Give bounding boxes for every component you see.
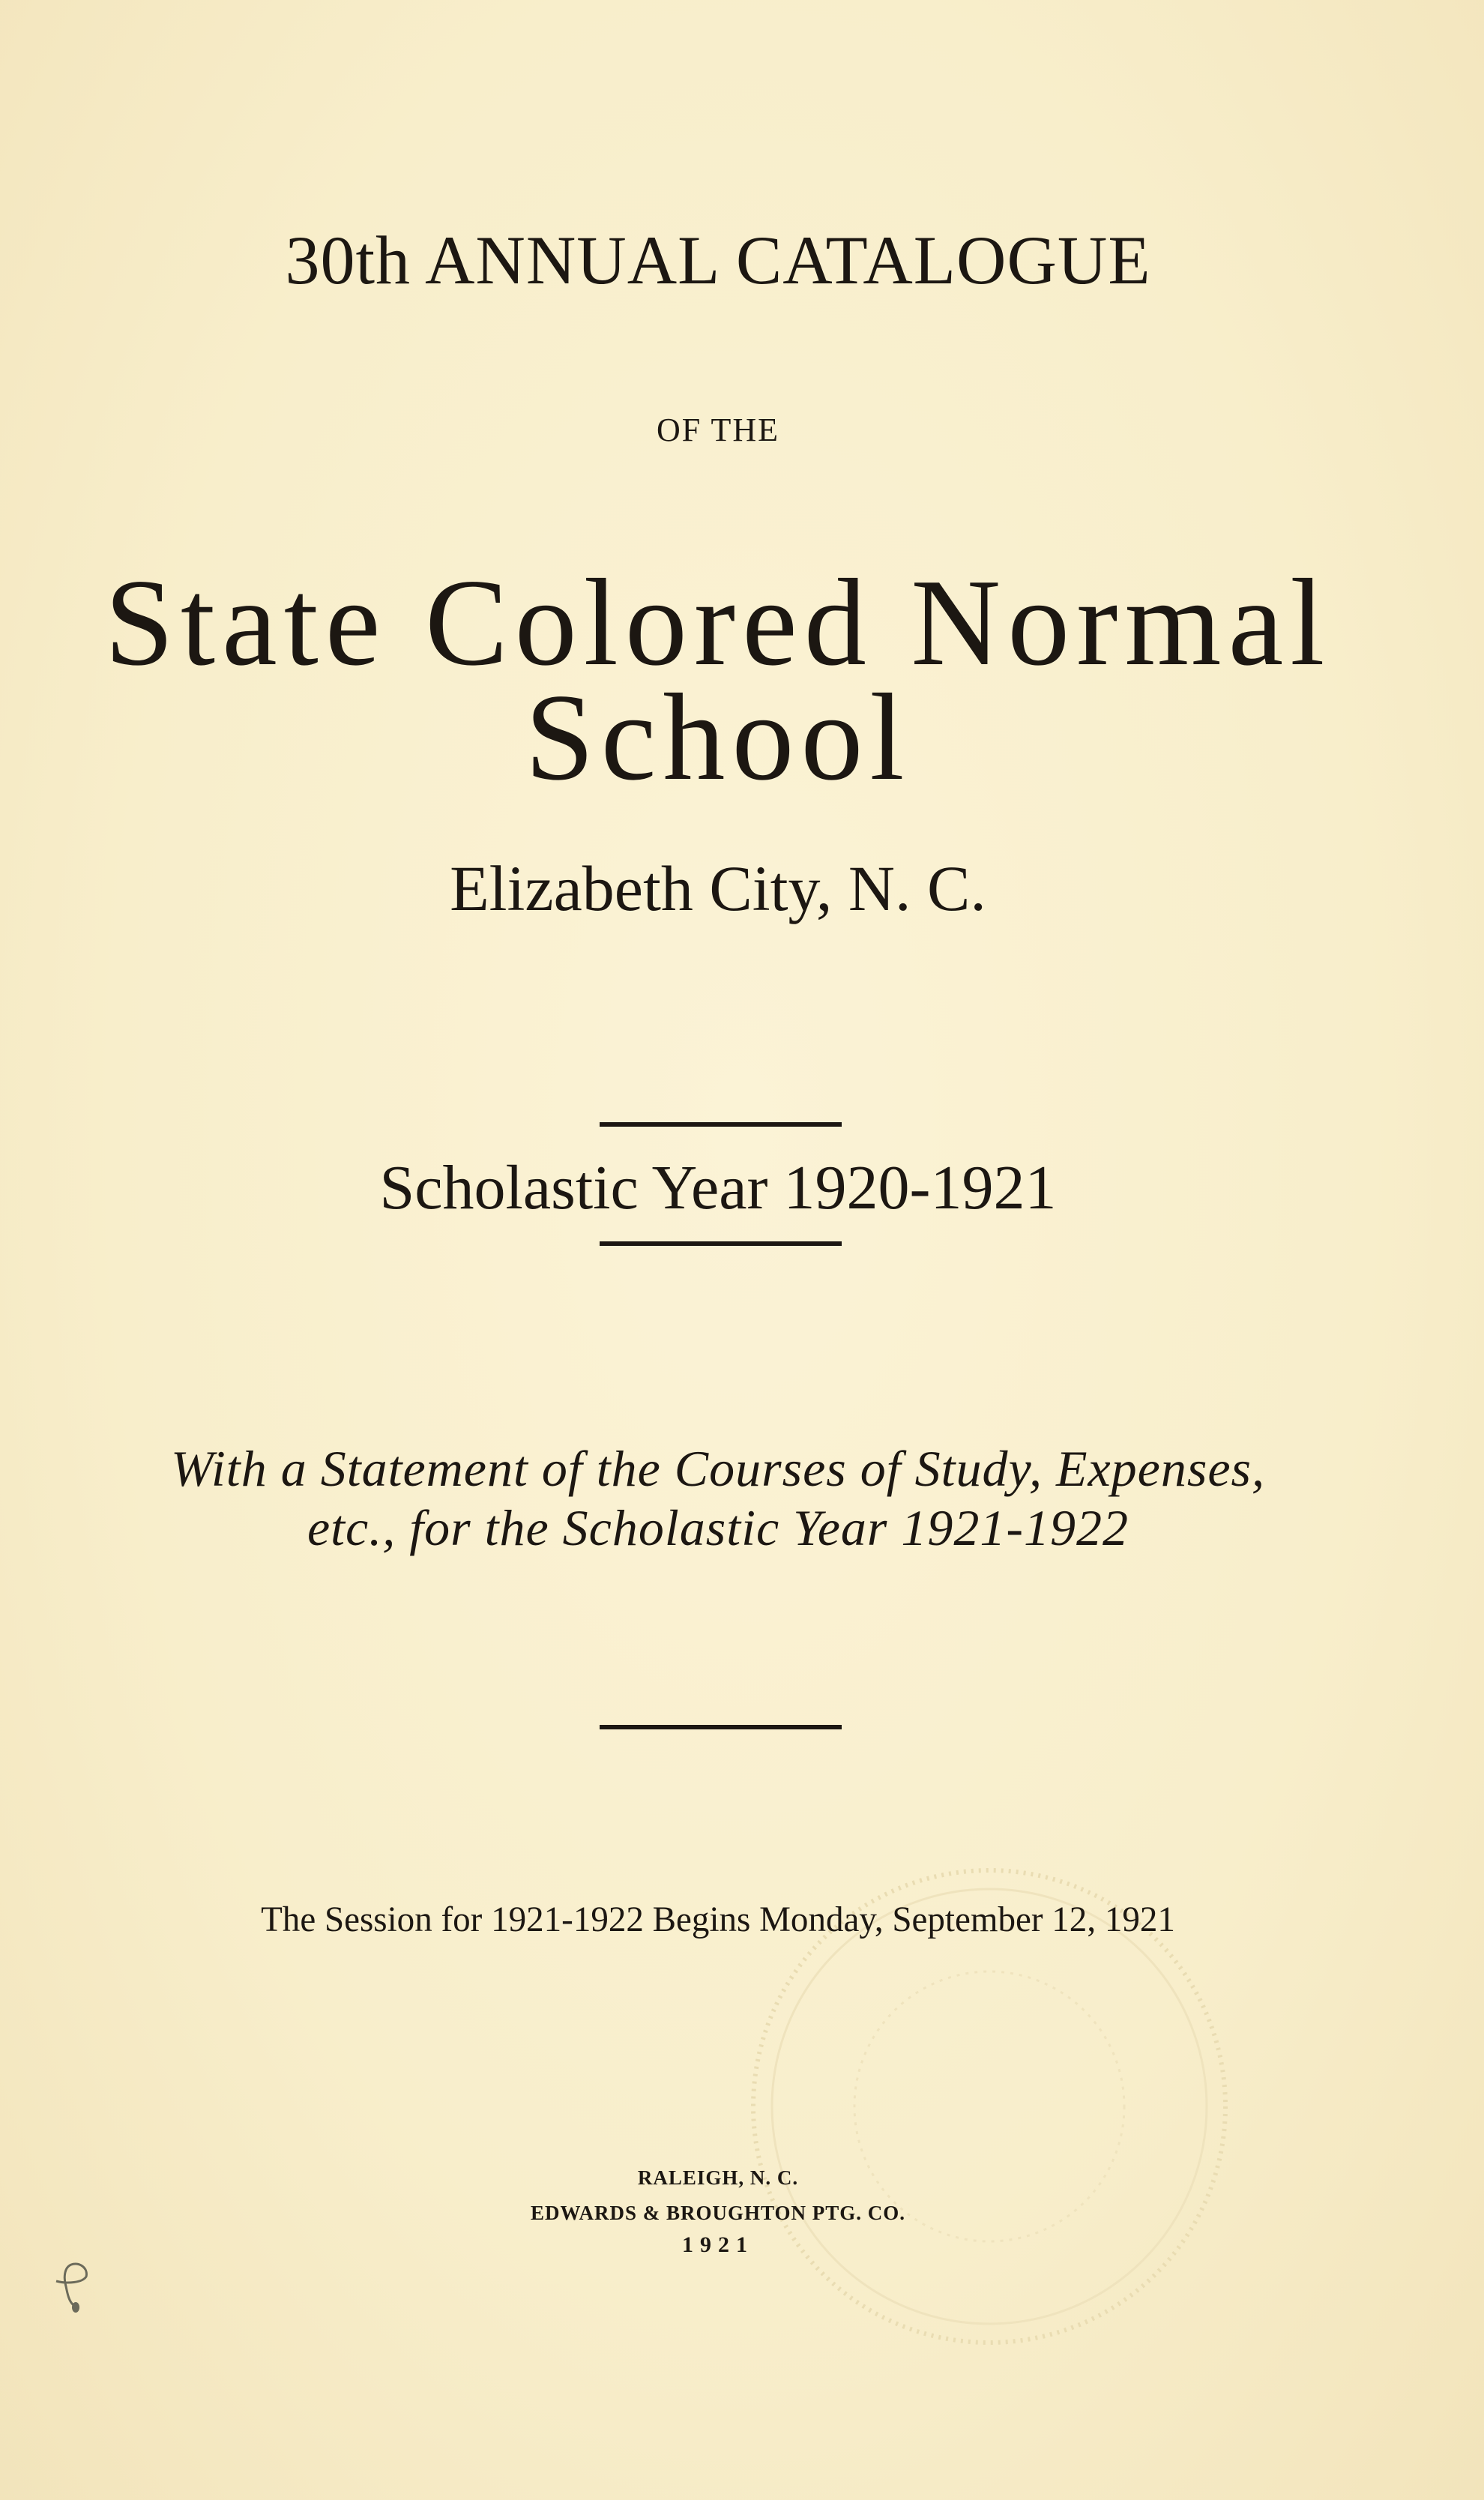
divider-rule [600,1241,842,1246]
session-notice: The Session for 1921-1922 Begins Monday, September 12, 1921 [261,1900,1175,1939]
divider-rule [600,1725,842,1729]
statement-line1: With a Statement of the Courses of Study, Expenses, [171,1440,1265,1497]
school-name-line2: School [525,668,911,806]
pencil-mark-icon [52,2260,97,2320]
divider-rule [600,1122,842,1127]
imprint-year: 1921 [682,2232,754,2257]
school-location: Elizabeth City, N. C. [450,852,986,924]
of-the-label: OF THE [657,412,779,448]
school-name-line1: State Colored Normal [104,553,1332,691]
imprint-printer: EDWARDS & BROUGHTON PTG. CO. [530,2202,906,2224]
statement-line2: etc., for the Scholastic Year 1921-1922 [307,1499,1129,1556]
imprint-place: RALEIGH, N. C. [637,2166,799,2189]
catalogue-heading: 30th ANNUAL CATALOGUE [285,222,1151,298]
scholastic-year: Scholastic Year 1920-1921 [379,1153,1057,1223]
